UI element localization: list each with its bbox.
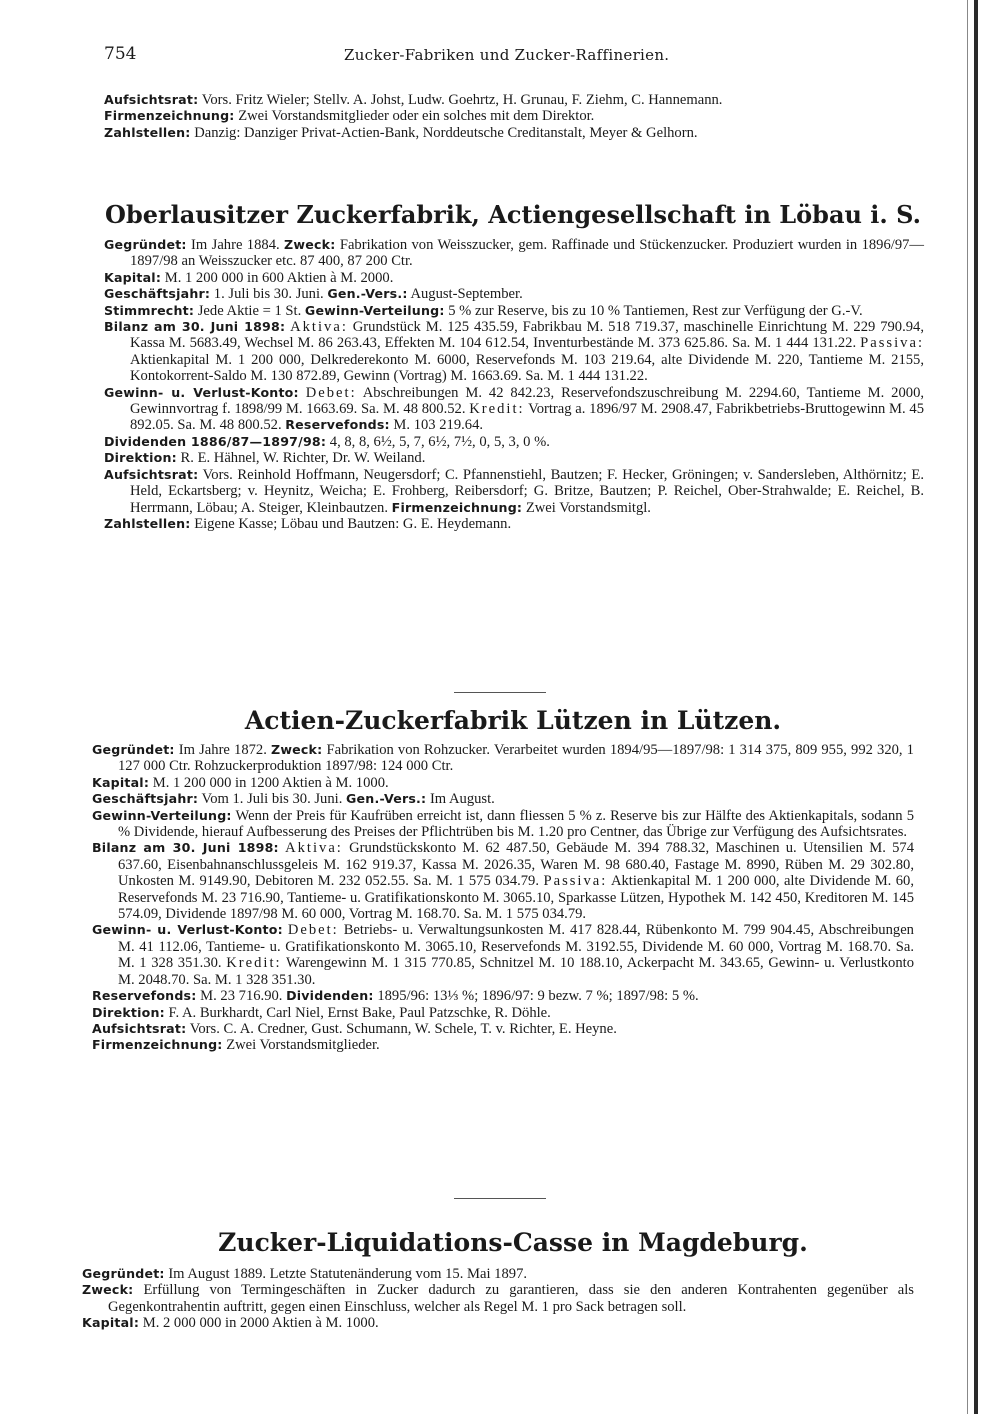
- entry-body-magdeburg: [82, 1266, 914, 1332]
- field-label: Kapital:: [92, 774, 150, 790]
- field-label: Stimmrecht:: [104, 302, 195, 318]
- entry-body-loebau: [104, 237, 924, 532]
- field-label: Firmenzeichnung:: [104, 108, 235, 124]
- bilanz-aktiva: Grundstückskonto M. 62 487.50, Gebäude M. 394 788.32, Maschinen u. Utensilien M. 574 637.60, Eisenbahnanschlussgeleis M. 162 919.37, Kassa M. 2026.35, Waren M. 98 680.40, Fastage M. 8990, Rüben M. 29 302.80, Unkosten M. 9149.90, Debitoren M. 232 052.55. Sa. M. 1 575 034.79.: [118, 840, 915, 890]
- field-label: Bilanz am 30. Juni 1898:: [92, 840, 279, 856]
- entry-body-luetzen: [92, 742, 914, 1054]
- field-text: F. A. Burkhardt, Carl Niel, Ernst Bake, Paul Patzschke, R. Döhle.: [168, 1004, 551, 1021]
- field-text: Fabrikation von Rohzucker. Verarbeitet wurden 1894/95—1897/98: 1 314 375, 809 955, 992 320, 1 127 000 Ctr. Rohzuckerproduktion 1897/98: 124 000 Ctr.: [118, 742, 914, 775]
- aufsichtsrat-paragraph: [104, 467, 924, 516]
- field-label: Reservefonds:: [92, 988, 197, 1004]
- field-label: Reservefonds:: [285, 417, 390, 433]
- gegruendet-line: [82, 1266, 914, 1282]
- field-label: Firmenzeichnung:: [391, 499, 523, 515]
- bilanz-paragraph: [92, 840, 914, 922]
- aufsichtsrat-line: [92, 1021, 914, 1037]
- field-text: Zwei Vorstandsmitgl.: [525, 499, 651, 516]
- field-text: August-September.: [410, 286, 523, 303]
- field-text: M. 2 000 000 in 2000 Aktien à M. 1000.: [142, 1315, 379, 1332]
- field-text: M. 1 200 000 in 600 Aktien à M. 2000.: [164, 269, 394, 286]
- field-text: 4, 8, 8, 6½, 5, 7, 6½, 7½, 0, 5, 3, 0 %.: [329, 433, 550, 450]
- field-label: Aufsichtsrat:: [104, 466, 199, 482]
- debet-word: Debet:: [287, 922, 339, 939]
- gegruendet-line: [104, 237, 924, 270]
- aktiva-word: Aktiva:: [290, 319, 348, 336]
- field-label: Zweck:: [270, 742, 323, 757]
- field-text: Zwei Vorstandsmitglieder.: [226, 1037, 380, 1054]
- field-label: Gen.-Vers.:: [327, 286, 408, 302]
- field-text: Vors. Fritz Wieler; Stellv. A. Johst, Ludw. Goehrtz, H. Grunau, F. Ziehm, C. Hannemann.: [201, 92, 723, 108]
- debet-word: Debet:: [305, 384, 357, 401]
- field-text: Jede Aktie = 1 St.: [197, 302, 302, 319]
- field-text: R. E. Hähnel, W. Richter, Dr. W. Weiland.: [180, 450, 426, 467]
- geschaeftsjahr-line: [92, 791, 914, 807]
- field-label: Gewinn-Verteilung:: [304, 302, 445, 318]
- aufsichtsrat-line: [104, 92, 924, 108]
- direktion-line: [92, 1005, 914, 1021]
- entry-title-magdeburg: Zucker-Liquidations-Casse in Magdeburg.: [218, 1228, 808, 1257]
- bilanz-passiva: Aktienkapital M. 1 200 000, alte Dividende M. 60, Reservefonds M. 23 716.90, Tantieme- u. Gratifikationskonto M. 3065.10, Sparkasse Lützen, Hypothek M. 142 450, Kreditoren M. 145 574.09, Dividende 1897/98 M. 60 000, Vortrag M. 168.70. Sa. M. 1 575 034.79.: [118, 873, 915, 923]
- page-edge-shadow: [974, 0, 978, 1414]
- guv-paragraph: [92, 922, 914, 988]
- zahlstellen-line: [104, 516, 924, 532]
- field-label: Zweck:: [284, 237, 336, 252]
- field-label: Gegründet:: [92, 742, 175, 757]
- field-text: Fabrikation von Weisszucker, gem. Raffinade und Stückenzucker. Produziert wurden in 1896/97—1897/98 an Weisszucker etc. 87 400, 87 200 Ctr.: [130, 237, 925, 270]
- field-text: 5 % zur Reserve, bis zu 10 % Tantiemen, Rest zur Verfügung der G.-V.: [448, 302, 863, 319]
- field-text: Vors. Reinhold Hoffmann, Neugersdorf; C. Pfannenstiehl, Bautzen; F. Hecker, Gröningen; v. Sandersleben, Althörnitz; E. Held, Eckartsberg; v. Heynitz, Weicha; E. Frohberg, Reibersdorf; G. Britze, Bautzen; P. Reichel, Ober-Strahwalde; E. Reichel, B. Herrmann, Löbau; A. Steiger, Kleinbautzen.: [130, 466, 924, 516]
- bilanz-paragraph: [104, 319, 924, 385]
- field-label: Direktion:: [92, 1004, 165, 1020]
- section-separator: [454, 692, 546, 693]
- gegruendet-line: [92, 742, 914, 775]
- field-label: Gewinn- u. Verlust-Konto:: [104, 384, 299, 400]
- stimmrecht-line: [104, 303, 924, 319]
- guv-kredit: Warengewinn M. 1 315 770.85, Schnitzel M. 10 188.10, Ackerpacht M. 343.65, Gewinn- u. Verlustkonto M. 2048.70. Sa. M. 1 328 351.30.: [118, 955, 915, 988]
- passiva-word: Passiva:: [543, 873, 608, 890]
- field-label: Kapital:: [104, 269, 162, 285]
- section-separator: [454, 1198, 546, 1199]
- field-label: Dividenden:: [286, 988, 374, 1004]
- field-label: Gewinn- u. Verlust-Konto:: [92, 922, 283, 938]
- field-label: Gewinn-Verteilung:: [92, 807, 232, 823]
- field-text: 1895/96: 13⅓ %; 1896/97: 9 bezw. 7 %; 1897/98: 5 %.: [377, 988, 699, 1005]
- dividenden-line: [104, 434, 924, 450]
- field-label: Aufsichtsrat:: [104, 92, 199, 107]
- field-label: Zahlstellen:: [104, 515, 191, 531]
- page-header: [104, 44, 924, 68]
- field-label: Zweck:: [82, 1282, 134, 1298]
- field-text: M. 103 219.64.: [393, 417, 484, 434]
- field-label: Aufsichtsrat:: [92, 1020, 187, 1036]
- field-label: Gegründet:: [104, 237, 187, 252]
- field-label: Gegründet:: [82, 1266, 165, 1281]
- field-text: Erfüllung von Termingeschäften in Zucker dadurch zu garantieren, dass sie den anderen Kontrahenten gegenüber als Gegenkontrahentin auftritt, gegen einen Einschluss, welcher als Regel M. 1 pro Sack betragen soll.: [108, 1282, 914, 1315]
- kapital-line: [92, 775, 914, 791]
- field-label: Direktion:: [104, 450, 177, 466]
- running-title: Zucker-Fabriken und Zucker-Raffinerien.: [344, 46, 670, 64]
- field-text: 1. Juli bis 30. Juni.: [213, 286, 324, 303]
- guv-paragraph: [104, 385, 924, 434]
- field-text: Wenn der Preis für Kaufrüben erreicht ist, dann fliessen 5 % z. Reserve bis zur Hälfte des Aktienkapitals, sodann 5 % Dividende, hierauf Aufbesserung des Preises der Pflichtrüben bis M. 1.20 pro Centner, das Übrige zur Verfügung des Aufsichtsrates.: [118, 807, 915, 841]
- entry-title-luetzen: Actien-Zuckerfabrik Lützen in Lützen.: [244, 706, 782, 735]
- field-text: Zwei Vorstandsmitglieder oder ein solches mit dem Direktor.: [238, 108, 595, 125]
- reservefonds-dividenden-line: [92, 988, 914, 1004]
- kredit-word: Kredit:: [469, 401, 525, 418]
- guv-debet: Betriebs- u. Verwaltungsunkosten M. 417 828.44, Rübenkonto M. 799 904.45, Abschreibungen M. 41 112.06, Tantieme- u. Gratifikationskonto M. 3065.10, Reservefonds M. 3192.55, Dividende M. 60 000, Vortrag M. 168.70. Sa. M. 1 328 351.30.: [118, 922, 914, 972]
- direktion-line: [104, 450, 924, 466]
- firmenzeichnung-line: [104, 108, 924, 124]
- field-label: Gen.-Vers.:: [346, 791, 427, 807]
- zahlstellen-line: [104, 125, 924, 141]
- bilanz-aktiva: Grundstück M. 125 435.59, Fabrikbau M. 518 719.37, maschinelle Einrichtung M. 229 790.94, Kassa M. 5683.49, Wechsel M. 86 263.43, Effekten M. 104 612.54, Inventurbestände M. 373 625.86. Sa. M. 1 444 131.22.: [130, 319, 924, 352]
- field-label: Dividenden 1886/87—1897/98:: [104, 433, 327, 449]
- zweck-paragraph: [82, 1282, 914, 1315]
- field-label: Kapital:: [82, 1315, 140, 1331]
- gewinnverteilung-paragraph: [92, 808, 914, 841]
- field-label: Zahlstellen:: [104, 124, 191, 140]
- field-text: M. 23 716.90.: [200, 988, 283, 1005]
- field-label: Geschäftsjahr:: [92, 791, 199, 807]
- page-edge-line: [967, 0, 968, 1414]
- firmenzeichnung-line: [92, 1037, 914, 1053]
- kapital-line: [82, 1315, 914, 1331]
- field-text: Danzig: Danziger Privat-Actien-Bank, Norddeutsche Creditanstalt, Meyer & Gelhorn.: [194, 124, 698, 141]
- geschaeftsjahr-line: [104, 286, 924, 302]
- field-label: Firmenzeichnung:: [92, 1037, 223, 1053]
- bilanz-passiva: Aktienkapital M. 1 200 000, Delkrederekonto M. 6000, Reservefonds M. 103 219.64, alte Dividende M. 220, Tantieme M. 2155, Kontokorrent-Saldo M. 130 872.89, Gewinn (Vortrag) M. 1663.69. Sa. M. 1 444 131.22.: [130, 351, 924, 385]
- field-text: M. 1 200 000 in 1200 Aktien à M. 1000.: [152, 774, 389, 791]
- guv-kredit: Vortrag a. 1896/97 M. 2908.47, Fabrikbetriebs-Bruttogewinn M. 45 892.05. Sa. M. 48 800.52.: [130, 401, 924, 434]
- guv-debet: Abschreibungen M. 42 842.23, Reservefondszuschreibung M. 2294.60, Tantieme M. 2000, Gewinnvortrag f. 1898/99 M. 1663.69. Sa. M. 48 800.52.: [130, 384, 925, 418]
- field-label: Geschäftsjahr:: [104, 286, 211, 302]
- kredit-word: Kredit:: [226, 955, 282, 972]
- field-label: Bilanz am 30. Juni 1898:: [104, 319, 286, 335]
- field-text: Vom 1. Juli bis 30. Juni.: [201, 791, 343, 808]
- field-text: Vors. C. A. Credner, Gust. Schumann, W. Schele, T. v. Richter, E. Heyne.: [189, 1020, 617, 1037]
- field-text: Im August.: [429, 791, 495, 808]
- passiva-word: Passiva:: [860, 335, 924, 352]
- kapital-line: [104, 270, 924, 286]
- previous-entry-tail: [104, 92, 924, 141]
- entry-title-loebau: Oberlausitzer Zuckerfabrik, Actiengesellschaft in Löbau i. S.: [105, 200, 921, 229]
- aktiva-word: Aktiva:: [285, 840, 343, 857]
- field-text: Eigene Kasse; Löbau und Bautzen: G. E. Heydemann.: [194, 515, 512, 532]
- page-number: 754: [104, 44, 137, 64]
- field-text: Im Jahre 1884.: [191, 237, 280, 253]
- field-text: Im August 1889. Letzte Statutenänderung vom 15. Mai 1897.: [168, 1266, 528, 1282]
- field-text: Im Jahre 1872.: [178, 742, 267, 758]
